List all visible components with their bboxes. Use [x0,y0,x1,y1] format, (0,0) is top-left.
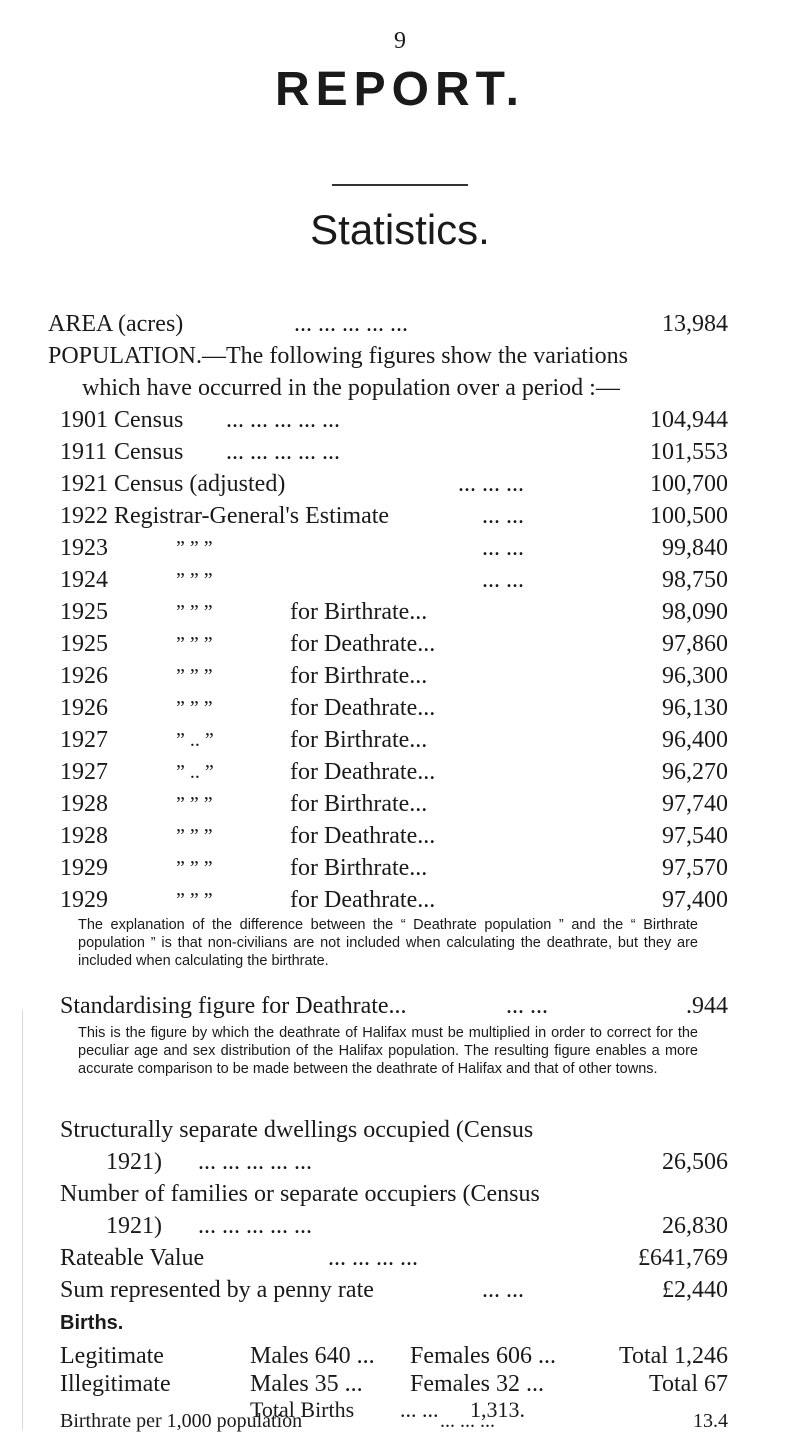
pop-value: 99,840 [662,535,728,561]
penny-rate-dots: ... ... [482,1277,524,1303]
families-row-1 [60,1178,728,1210]
pop-value: 96,300 [662,663,728,689]
pop-sublabel: for Deathrate... [290,631,436,657]
ditto-marks: ” ” ” [176,537,213,559]
dwellings-dots: ... ... ... ... ... [198,1149,312,1175]
pop-dots: ... ... ... ... ... [226,439,340,465]
pop-year: 1923 [60,535,108,561]
pop-year: 1925 [60,599,108,625]
pop-sublabel: for Birthrate... [290,663,428,689]
illegitimate-total: Total 67 [649,1371,728,1397]
pop-year: 1911 [60,439,108,465]
families-value: 26,830 [662,1213,728,1239]
total-births-dots: ... ... [400,1397,439,1422]
birthrate-dots: ... ... ... [440,1410,495,1432]
pop-sublabel: for Deathrate... [290,823,436,849]
dwellings-year: 1921) [106,1149,162,1175]
pop-sublabel: for Birthrate... [290,791,428,817]
illegitimate-label: Illegitimate [60,1371,171,1397]
pop-value: 98,750 [662,567,728,593]
total-births-value: 1,313. [470,1397,525,1422]
pop-value: 97,570 [662,855,728,881]
pop-dots: ... ... [482,503,524,529]
area-row [48,308,728,340]
pop-year: 1928 [60,823,108,849]
pop-value: 100,500 [650,503,728,529]
pop-value: 96,130 [662,695,728,721]
population-intro-line1 [48,340,728,372]
dwellings-row-1 [60,1114,728,1146]
area-value: 13,984 [662,311,728,337]
population-intro-text-1: POPULATION.—The following figures show the variations [48,343,628,369]
page-number: 9 [394,28,406,54]
population-explanation-note: The explanation of the difference between the “ Deathrate population ” and the “ Birthrate population ” is that non-civilians are not included when calculating the deathrate, but they are included when calculating the birthrate. [78,917,698,969]
legitimate-label: Legitimate [60,1343,164,1369]
area-dots: ... ... ... ... ... [294,311,408,337]
pop-year: 1922 [60,503,108,529]
standardising-label: Standardising figure for Deathrate... [60,993,407,1019]
rateable-dots: ... ... ... ... [328,1245,418,1271]
rateable-value: £641,769 [638,1245,728,1271]
penny-rate-value: £2,440 [662,1277,728,1303]
pop-year: 1926 [60,663,108,689]
pop-year: 1927 [60,727,108,753]
pop-value: 100,700 [650,471,728,497]
pop-value: 96,400 [662,727,728,753]
pop-sublabel: for Deathrate... [290,759,436,785]
birthrate-value: 13.4 [693,1410,728,1432]
pop-value: 96,270 [662,759,728,785]
population-intro-text-2: which have occurred in the population over a period :— [82,375,620,401]
ditto-marks: ” ” ” [176,569,213,591]
dwellings-value: 26,506 [662,1149,728,1175]
pop-sublabel: for Deathrate... [290,695,436,721]
ditto-marks: ” ” ” [176,857,213,879]
standardising-note: This is the figure by which the deathrate of Halifax must be multiplied in order to correct for the peculiar age and sex distribution of the Halifax population. The resulting figure enables a more accurate comparison to be made between the deathrate of Halifax and that of other towns. [78,1025,698,1077]
pop-year: 1924 [60,567,108,593]
report-title: REPORT. [274,63,526,116]
pop-value: 97,400 [662,887,728,913]
rateable-label: Rateable Value [60,1245,205,1271]
pop-value: 97,860 [662,631,728,657]
pop-label: Census [114,407,184,433]
pop-year: 1901 [60,407,108,433]
pop-label: Census (adjusted) [114,471,286,497]
pop-dots: ... ... ... ... ... [226,407,340,433]
ditto-marks: ” ” ” [176,793,213,815]
pop-year: 1921 [60,471,108,497]
pop-value: 101,553 [650,439,728,465]
illegitimate-females: Females 32 ... [410,1371,544,1397]
pop-value: 97,740 [662,791,728,817]
pop-dots: ... ... [482,567,524,593]
births-heading: Births. [60,1312,124,1334]
ditto-marks: ” ” ” [176,889,213,911]
ditto-marks: ” ” ” [176,825,213,847]
ditto-marks: ” ” ” [176,601,213,623]
ditto-marks: ” ” ” [176,633,213,655]
pop-sublabel: for Birthrate... [290,599,428,625]
penny-rate-label: Sum represented by a penny rate [60,1277,374,1303]
legitimate-females: Females 606 ... [410,1343,556,1369]
legitimate-males: Males 640 ... [250,1343,375,1369]
standardising-value: .944 [686,993,728,1019]
pop-value: 97,540 [662,823,728,849]
margin-line [22,1010,23,1430]
pop-year: 1927 [60,759,108,785]
statistics-heading: Statistics. [310,206,490,253]
pop-sublabel: for Birthrate... [290,727,428,753]
population-intro-line2 [82,372,728,404]
families-year: 1921) [106,1213,162,1239]
dwellings-label: Structurally separate dwellings occupied (Census [60,1117,534,1143]
pop-year: 1929 [60,887,108,913]
pop-year: 1929 [60,855,108,881]
area-label: AREA (acres) [48,311,184,337]
pop-sublabel: for Deathrate... [290,887,436,913]
dwellings-row-2 [60,1146,728,1178]
legitimate-total: Total 1,246 [619,1343,728,1369]
pop-year: 1926 [60,695,108,721]
pop-label: Census [114,439,184,465]
families-label: Number of families or separate occupiers (Census [60,1181,540,1207]
rateable-row [60,1242,728,1274]
pop-year: 1925 [60,631,108,657]
pop-value: 104,944 [650,407,728,433]
standardising-row [60,990,728,1022]
pop-year: 1928 [60,791,108,817]
pop-dots: ... ... [482,535,524,561]
ditto-marks: ” .. ” [176,729,214,751]
pop-label: Registrar-General's Estimate [114,503,390,529]
total-births-label: Total Births [250,1397,355,1422]
pop-sublabel: for Birthrate... [290,855,428,881]
ditto-marks: ” ” ” [176,697,213,719]
pop-dots: ... ... ... [458,471,524,497]
title-rule [332,184,468,186]
ditto-marks: ” .. ” [176,761,214,783]
ditto-marks: ” ” ” [176,665,213,687]
families-dots: ... ... ... ... ... [198,1213,312,1239]
standardising-dots: ... ... [506,993,548,1019]
penny-rate-row [60,1274,728,1306]
illegitimate-males: Males 35 ... [250,1371,363,1397]
birthrate-label: Birthrate per 1,000 population [60,1410,303,1432]
pop-value: 98,090 [662,599,728,625]
families-row-2 [60,1210,728,1242]
